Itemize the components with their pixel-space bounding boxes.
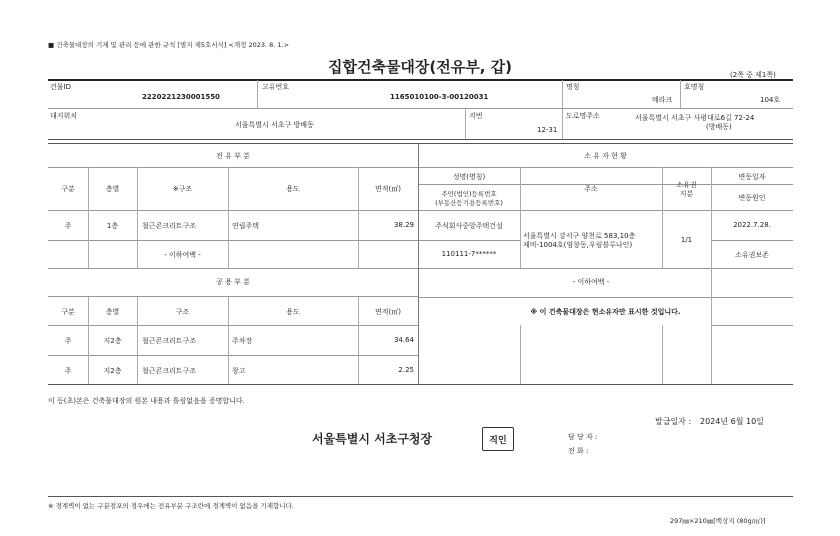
header-use: 용도 [286,185,300,193]
issue-date: 2024년 6월 10일 [700,417,764,426]
lot-label: 지번 [469,112,483,120]
common-section-title: 공 용 부 분 [216,278,250,286]
header-change-date: 변동일자 [738,173,766,181]
exclusive-row-gubun: 주 [64,222,72,230]
common-header-area: 면적(㎡) [375,308,401,316]
owner-address-line2: 제비-1004호(염창동,우림블루나인) [523,241,633,249]
owner-change-reason: 소유권보존 [735,251,769,259]
common-header-structure: 구조 [175,308,190,316]
form-reference-note: ■ 건축물대장의 기재 및 관리 등에 관한 규칙 [별지 제5호서식] <개정 2023. 8. 1.> [48,41,290,49]
issue-date-label: 발급일자 : [655,417,692,426]
exclusive-row-use: 연립주택 [232,222,260,230]
certification-statement: 이 등(초)본은 건축물대장의 원본 내용과 틀림없음을 증명합니다. [48,397,245,405]
unique-no-value: 1165010100-3-00120031 [390,93,489,101]
exclusive-section-title: 전 유 부 분 [216,152,250,160]
header-gubun: 구분 [61,185,75,193]
header-address: 주소 [584,185,598,193]
phone-label: 전 화 : [568,447,589,455]
owner-empty-marker: - 이하여백 - [572,278,610,286]
header-change-reason: 변동원인 [738,194,766,202]
official-seal: 직인 [482,427,514,451]
header-owner-reg-line2: (부동산등기용등록번호) [435,199,503,207]
footer-note: ※ 경계벽이 없는 구분점포의 경우에는 전유부분 구조란에 경계벽이 없음을 기재합니다. [48,502,294,510]
common-row-use: 창고 [232,367,246,375]
common-row-area: 34.64 [393,336,414,344]
building-name-label: 명칭 [566,83,580,91]
header-structure: ※구조 [172,185,193,193]
common-header-gubun: 구분 [61,308,75,316]
issuer-name: 서울특별시 서초구청장 [312,432,433,446]
exclusive-row-floor: 1층 [106,222,119,230]
site-label: 대지위치 [50,112,78,120]
lot-value: 12-31 [537,126,558,134]
unit-label: 호명칭 [684,83,705,91]
road-address-label: 도로명주소 [566,112,600,120]
common-row-floor: 지2층 [103,337,122,345]
current-owner-notice: ※ 이 건축물대장은 현소유자만 표시한 것입니다. [530,308,681,316]
unique-no-label: 고유번호 [262,83,290,91]
building-id-value: 2220221230001550 [142,93,220,101]
exclusive-row-structure: 철근콘크리트구조 [142,222,197,230]
owner-reg-no: 110111-7****** [441,250,497,258]
common-header-use: 용도 [286,308,300,316]
header-owner-name: 성명(명칭) [452,173,486,181]
paper-size-note: 297㎜×210㎜[백상지 (80g/㎡)] [670,517,766,525]
header-floor: 층별 [105,185,120,193]
header-share-line2: 지분 [679,190,694,198]
road-address-line1: 서울특별시 서초구 사평대로6길 72-24 [635,114,755,122]
header-area: 면적(㎡) [375,185,401,193]
common-row-use: 주차장 [232,337,253,345]
site-value: 서울특별시 서초구 방배동 [235,121,314,129]
building-id-label: 건물ID [50,83,71,91]
owner-name: 주식회사중앙주택건설 [435,222,503,230]
unit-value: 104호 [760,96,781,104]
common-row-structure: 철근콘크리트구조 [142,337,197,345]
owner-section-title: 소 유 자 현 황 [584,152,627,160]
common-row-gubun: 주 [64,367,72,375]
common-row-floor: 지2층 [103,367,122,375]
owner-change-date: 2022.7.28. [733,221,771,229]
header-owner-reg-line1: 주민(법인)등록번호 [441,190,497,198]
building-name-value: 메라크 [652,96,673,104]
common-row-area: 2.25 [398,366,414,374]
exclusive-row-area: 38.29 [393,221,414,229]
common-row-gubun: 주 [64,337,72,345]
page-indicator: (2쪽 중 제1쪽) [730,71,776,79]
header-share-line1: 소유권 [676,181,697,189]
owner-address-line1: 서울특별시 강서구 양천로 583,10층 [523,232,636,240]
exclusive-empty-marker: - 이하여백 - [164,251,201,259]
common-row-structure: 철근콘크리트구조 [142,367,197,375]
owner-share: 1/1 [680,236,693,244]
common-header-floor: 층별 [105,308,120,316]
document-title: 집합건축물대장(전유부, 갑) [327,58,513,76]
manager-label: 담 당 자 : [568,433,598,441]
road-address-line2: (방배동) [706,123,732,131]
